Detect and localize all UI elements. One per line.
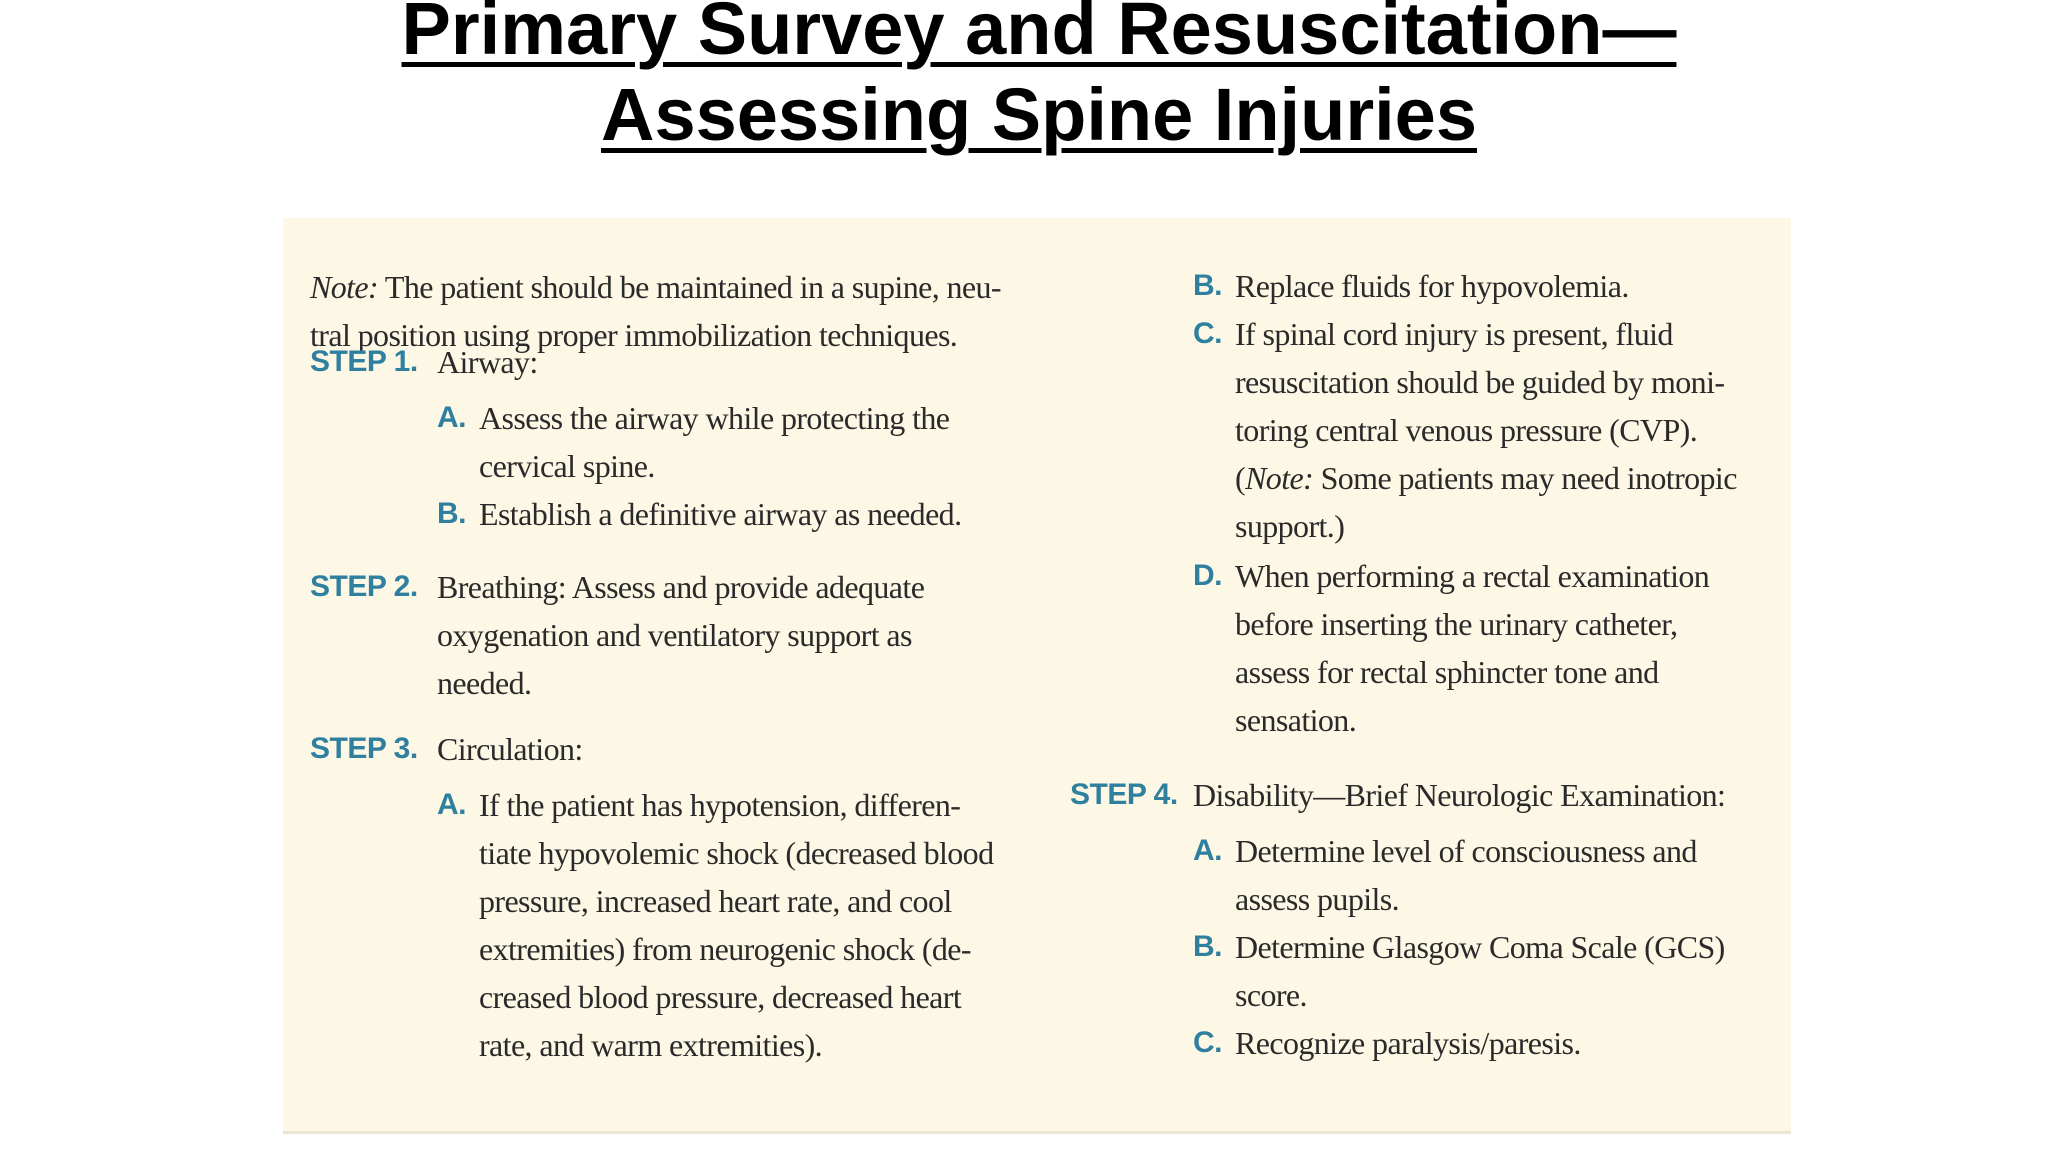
step-1-b-letter: B. [437, 497, 466, 530]
step-3-d-line-2: before inserting the urinary catheter, [1235, 606, 1678, 642]
step-4-c-line-1: Recognize paralysis/paresis. [1235, 1025, 1581, 1061]
step-4-a-line-2: assess pupils. [1235, 881, 1400, 917]
step-3-a-line-1: If the patient has hypotension, differen- [479, 787, 961, 823]
step-1-b-line-1: Establish a definitive airway as needed. [479, 496, 962, 532]
step-4-label: STEP 4. [1070, 778, 1178, 811]
step-3-a-line-6: rate, and warm extremities). [479, 1027, 823, 1063]
step-3-a-line-2: tiate hypovolemic shock (decreased blood [479, 835, 994, 871]
step-3-d-line-1: When performing a rectal examination [1235, 558, 1710, 594]
step-1-title: Airway: [437, 344, 538, 380]
step-3-c-line-2: resuscitation should be guided by moni- [1235, 364, 1725, 400]
step-4-c-letter: C. [1193, 1026, 1222, 1059]
step-3-d-letter: D. [1193, 559, 1222, 592]
note-line-2: tral position using proper immobilization techniques. [310, 317, 958, 353]
step-3-d-line-3: assess for rectal sphincter tone and [1235, 654, 1659, 690]
step-4-title: Disability—Brief Neurologic Examination: [1193, 777, 1726, 813]
step-3-c-line-4 [1235, 454, 1737, 502]
step-3-c-paren: ( [1235, 460, 1246, 496]
step-1-a-line-1: Assess the airway while protecting the [479, 400, 950, 436]
step-3-label: STEP 3. [310, 732, 418, 765]
content-panel [283, 218, 1791, 1134]
step-2-line-1: Breathing: Assess and provide adequate [437, 569, 925, 605]
step-4-b-line-1: Determine Glasgow Coma Scale (GCS) [1235, 929, 1725, 965]
step-1-a-letter: A. [437, 401, 466, 434]
step-2-line-3: needed. [437, 665, 532, 701]
note-paragraph [310, 263, 1030, 359]
title-line-2: Assessing Spine Injuries [601, 73, 1477, 156]
title-line-1: Primary Survey and Resuscitation— [401, 0, 1677, 70]
step-3-c-line-3: toring central venous pressure (CVP). [1235, 412, 1698, 448]
step-3-a-line-5: creased blood pressure, decreased heart [479, 979, 962, 1015]
note-line-1 [310, 263, 1030, 311]
note-text-1: The patient should be maintained in a supine, neu- [378, 269, 1001, 305]
slide-title [0, 0, 2048, 158]
step-3-d-line-4: sensation. [1235, 702, 1357, 738]
step-4-b-letter: B. [1193, 930, 1222, 963]
note-prefix: Note: [310, 269, 379, 305]
step-4-a-line-1: Determine level of consciousness and [1235, 833, 1697, 869]
step-3-title: Circulation: [437, 731, 583, 767]
step-2-label: STEP 2. [310, 570, 418, 603]
step-3-c-line-5: support.) [1235, 508, 1345, 544]
step-3-c-note-prefix: Note: [1245, 460, 1314, 496]
step-1-label: STEP 1. [310, 345, 418, 378]
step-4-a-letter: A. [1193, 834, 1222, 867]
step-3-c-letter: C. [1193, 317, 1222, 350]
step-1-a-line-2: cervical spine. [479, 448, 655, 484]
step-3-a-line-4: extremities) from neurogenic shock (de- [479, 931, 971, 967]
step-3-c-note-text: Some patients may need inotropic [1313, 460, 1737, 496]
step-4-b-line-2: score. [1235, 977, 1307, 1013]
step-3-b-letter: B. [1193, 269, 1222, 302]
step-2-line-2: oxygenation and ventilatory support as [437, 617, 912, 653]
step-3-c-line-1: If spinal cord injury is present, fluid [1235, 316, 1673, 352]
step-3-b-line-1: Replace fluids for hypovolemia. [1235, 268, 1629, 304]
step-3-a-letter: A. [437, 788, 466, 821]
step-3-a-line-3: pressure, increased heart rate, and cool [479, 883, 952, 919]
